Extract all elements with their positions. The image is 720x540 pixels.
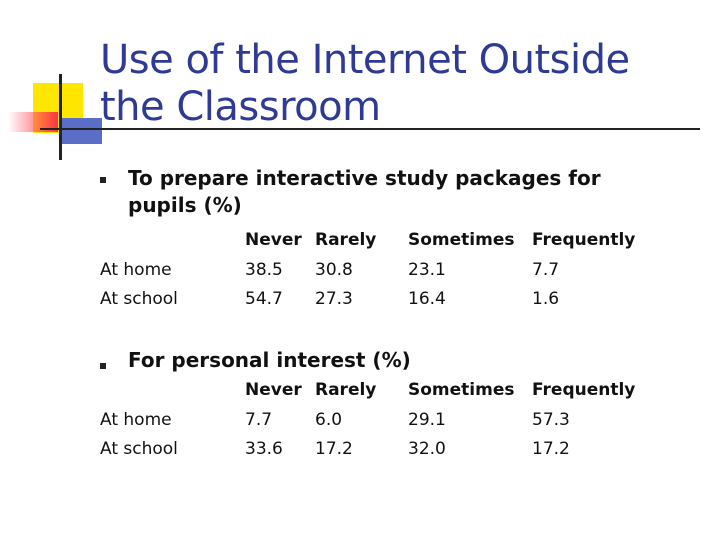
bullet-marker-2 [100, 363, 106, 369]
table-cell: 38.5 [245, 260, 283, 280]
table-cell: 33.6 [245, 439, 283, 459]
section-2-heading: For personal interest (%) [128, 348, 411, 372]
table-cell: 1.6 [532, 289, 560, 309]
col-header-never: Never [245, 230, 302, 250]
table-cell: 32.0 [408, 439, 446, 459]
table-cell: 17.2 [532, 439, 570, 459]
row-label: At home [100, 260, 172, 280]
col-header-frequently: Frequently [532, 380, 636, 400]
col-header-sometimes: Sometimes [408, 230, 515, 250]
slide-title: Use of the Internet Outside the Classroom [100, 37, 630, 130]
row-label: At school [100, 289, 178, 309]
table-cell: 27.3 [315, 289, 353, 309]
table-cell: 16.4 [408, 289, 446, 309]
col-header-rarely: Rarely [315, 380, 377, 400]
col-header-rarely: Rarely [315, 230, 377, 250]
row-label: At home [100, 410, 172, 430]
table-cell: 54.7 [245, 289, 283, 309]
decor-blue-square [62, 118, 102, 144]
table-cell: 23.1 [408, 260, 446, 280]
table-cell: 30.8 [315, 260, 353, 280]
bullet-marker-1 [100, 177, 106, 183]
row-label: At school [100, 439, 178, 459]
col-header-sometimes: Sometimes [408, 380, 515, 400]
decor-vertical-line [59, 74, 62, 160]
table-cell: 57.3 [532, 410, 570, 430]
table-cell: 7.7 [245, 410, 273, 430]
table-cell: 17.2 [315, 439, 353, 459]
table-cell: 7.7 [532, 260, 560, 280]
section-1-heading: To prepare interactive study packages for pupils (%) [128, 166, 601, 217]
col-header-frequently: Frequently [532, 230, 636, 250]
table-cell: 29.1 [408, 410, 446, 430]
table-cell: 6.0 [315, 410, 343, 430]
col-header-never: Never [245, 380, 302, 400]
